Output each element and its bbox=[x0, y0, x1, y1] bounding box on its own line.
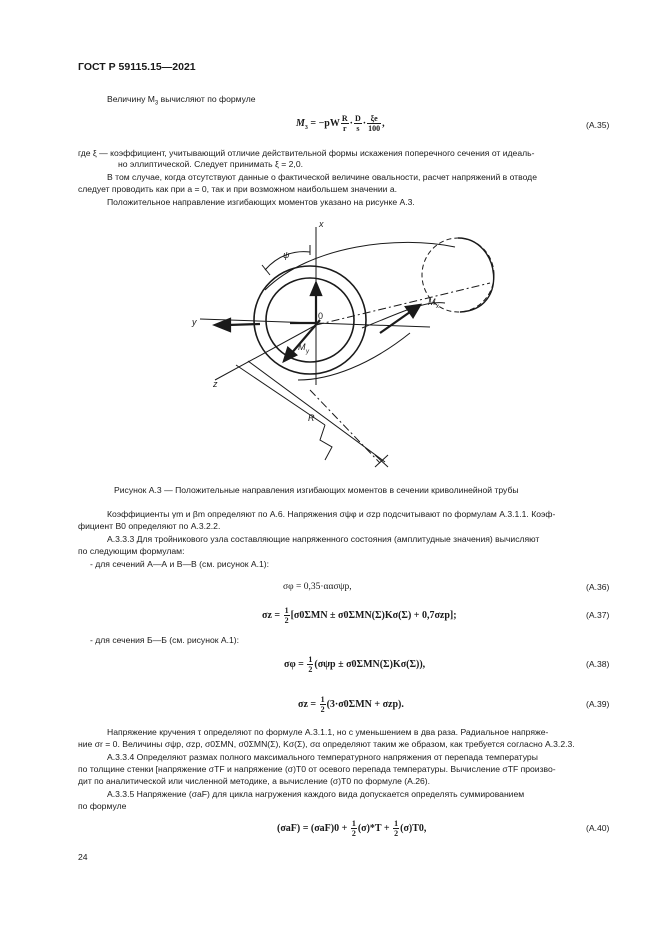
equation-a39 bbox=[298, 695, 404, 714]
eq-a39-lhs: σz = bbox=[298, 698, 319, 710]
eq-a35-f3n: ξe bbox=[367, 114, 381, 124]
eq-a38-lhs: σφ = bbox=[284, 658, 307, 670]
pipe-outer-edge bbox=[265, 242, 455, 290]
my-arrow-head bbox=[311, 283, 321, 295]
eq-a40-h2d: 2 bbox=[394, 829, 399, 838]
equation-a37 bbox=[262, 606, 457, 625]
text-l13: Напряжение кручения τ определяют по формуле А.3.1.1, но с уменьшением в два раза. Радиальное напряже- bbox=[107, 727, 549, 737]
eq-a37-hd: 2 bbox=[284, 616, 289, 625]
text-l5: следует проводить как при a = 0, так и при возможном наибольшем значении a. bbox=[78, 184, 398, 194]
equation-a35: $M_3 = -pW$ $\frac{R}{r}$ · $\frac{D}{s}$ · $\frac{\xi e}{100}$ , bbox=[296, 114, 385, 133]
eq-a39-number: (А.39) bbox=[586, 699, 610, 709]
eq-a35-lhs-sub: 3 bbox=[304, 124, 308, 131]
eq-a35-f3d: 100 bbox=[368, 124, 381, 133]
eq-a39-hd: 2 bbox=[320, 705, 325, 714]
text-l8: фициент B0 определяют по А.3.2.2. bbox=[78, 521, 221, 531]
eq-a37-number: (А.37) bbox=[586, 610, 610, 620]
text-l6: Положительное направление изгибающих моментов указано на рисунке А.3. bbox=[107, 197, 415, 207]
equation-a40 bbox=[277, 819, 426, 838]
page-number: 24 bbox=[78, 852, 88, 862]
figure-caption: Рисунок А.3 — Положительные направления изгибающих моментов в сечении криволинейной трубы bbox=[114, 485, 519, 495]
text-l16: по толщине стенки [напряжение σTF и напряжение (σ)T0 от осевого перепада температуры. Вычисление σTF произво- bbox=[78, 764, 556, 774]
eq-a40-lhs: (σaF) = (σaF)0 + bbox=[277, 822, 350, 834]
figure-a3-diagram bbox=[170, 215, 530, 475]
y-arrow-head bbox=[215, 319, 230, 331]
label-y: y bbox=[192, 317, 197, 327]
label-my: M bbox=[298, 342, 306, 352]
label-x: x bbox=[319, 219, 324, 229]
eq-a40-h2n: 1 bbox=[394, 819, 399, 828]
eq-a37-rest: [σ0ΣMN ± σ0ΣMN(Σ)Kσ(Σ) + 0,7σzp]; bbox=[290, 609, 457, 621]
text-l1b: вычисляют по формуле bbox=[158, 94, 256, 104]
eq-a35-f1d: r bbox=[342, 124, 347, 133]
eq-a38-number: (А.38) bbox=[586, 659, 610, 669]
eq-a40-number: (А.40) bbox=[586, 823, 610, 833]
eq-a38-rest: (σψp ± σ0ΣMN(Σ)Kσ(Σ)), bbox=[314, 658, 426, 670]
text-l18: А.3.3.5 Напряжение (σaF) для цикла нагружения каждого вида допускается определять суммированием bbox=[107, 789, 525, 799]
eq-a36-number: (А.36) bbox=[586, 582, 610, 592]
label-mx: M bbox=[428, 297, 436, 307]
z-axis bbox=[215, 325, 316, 380]
section-inner-ring bbox=[266, 278, 354, 362]
text-l3: но эллиптической. Следует принимать ξ = 2,0. bbox=[118, 159, 303, 169]
text-l14: ние σr = 0. Величины σψp, σzp, σ0ΣMN, σ0ΣMN(Σ), Kσ(Σ), σα определяют таким же образом, как требуется согласно А.3.2.3. bbox=[78, 739, 575, 749]
eq-a38-hd: 2 bbox=[308, 665, 313, 674]
radius-break bbox=[320, 425, 332, 460]
label-origin: 0 bbox=[318, 311, 324, 321]
pipe-lower-edge bbox=[298, 333, 410, 380]
radius-line-a bbox=[310, 390, 380, 463]
label-r: R bbox=[308, 413, 315, 423]
eq-a40-hd: 2 bbox=[351, 829, 356, 838]
label-mx-sub: x bbox=[436, 304, 439, 310]
section-outer-ring bbox=[254, 266, 366, 374]
eq-a39-rest: (3·σ0ΣMN + σzp). bbox=[326, 698, 404, 710]
eq-a39-hn: 1 bbox=[320, 695, 325, 704]
intro-line: Величину $M_3$ вычисляют по формуле bbox=[107, 94, 256, 107]
text-l2: где ξ — коэффициент, учитывающий отличие действительной формы искажения поперечного сечения от идеаль- bbox=[78, 148, 535, 158]
text-l9: А.3.3.3 Для тройникового узла составляющие напряженного состояния (амплитудные значения) вычисляют bbox=[107, 534, 540, 544]
pipe-end-outline bbox=[458, 238, 494, 312]
text-l17: дит по аналитической или численной методике, а вычисление (σ)T0 по формуле (А.26). bbox=[78, 776, 431, 786]
text-l4: В том случае, когда отсутствуют данные о фактической величине овальности, расчет напряжений в отводе bbox=[107, 172, 537, 182]
eq-a37-hn: 1 bbox=[284, 606, 289, 615]
eq-a35-f1n: R bbox=[341, 114, 348, 123]
eq-a35-number: (А.35) bbox=[586, 120, 610, 130]
label-z: z bbox=[213, 379, 218, 389]
equation-a38 bbox=[284, 655, 425, 674]
mx-arrow-head bbox=[406, 305, 420, 317]
eq-a35-f2d: s bbox=[356, 124, 360, 133]
equation-a36: σφ = 0,35·αασψp, bbox=[283, 582, 352, 592]
text-l15: А.3.3.4 Определяют размах полного максимального температурного напряжения от перепада температуры bbox=[107, 752, 538, 762]
text-l10: по следующим формулам: bbox=[78, 546, 185, 556]
text-l19: по формуле bbox=[78, 801, 127, 811]
eq-a35-lhs: M bbox=[296, 117, 305, 129]
label-psi: ψ bbox=[283, 250, 290, 260]
y-arrow-tail bbox=[228, 324, 260, 325]
centre-line bbox=[316, 283, 490, 325]
text-l1: Величину M bbox=[107, 94, 155, 104]
text-l12: - для сечения Б—Б (см. рисунок А.1): bbox=[90, 635, 240, 645]
document-header: ГОСТ Р 59115.15—2021 bbox=[78, 61, 196, 73]
eq-a35-f2n: D bbox=[355, 114, 361, 123]
text-l7: Коэффициенты γm и βm определяют по А.6. Напряжения σψφ и σzp подсчитывают по формулам А.3.1.1. Коэф- bbox=[107, 509, 556, 519]
eq-a38-hn: 1 bbox=[308, 655, 313, 664]
eq-a35-mid: = −pW bbox=[307, 117, 340, 129]
text-l11: - для сечений А—А и В—В (см. рисунок А.1): bbox=[90, 559, 270, 569]
eq-a40-rest: (σ)T0, bbox=[400, 822, 427, 834]
label-my-sub: y bbox=[306, 349, 309, 355]
eq-a37-lhs: σz = bbox=[262, 609, 283, 621]
eq-a40-mid: (σ)*T + bbox=[357, 822, 393, 834]
eq-a40-hn: 1 bbox=[351, 819, 356, 828]
